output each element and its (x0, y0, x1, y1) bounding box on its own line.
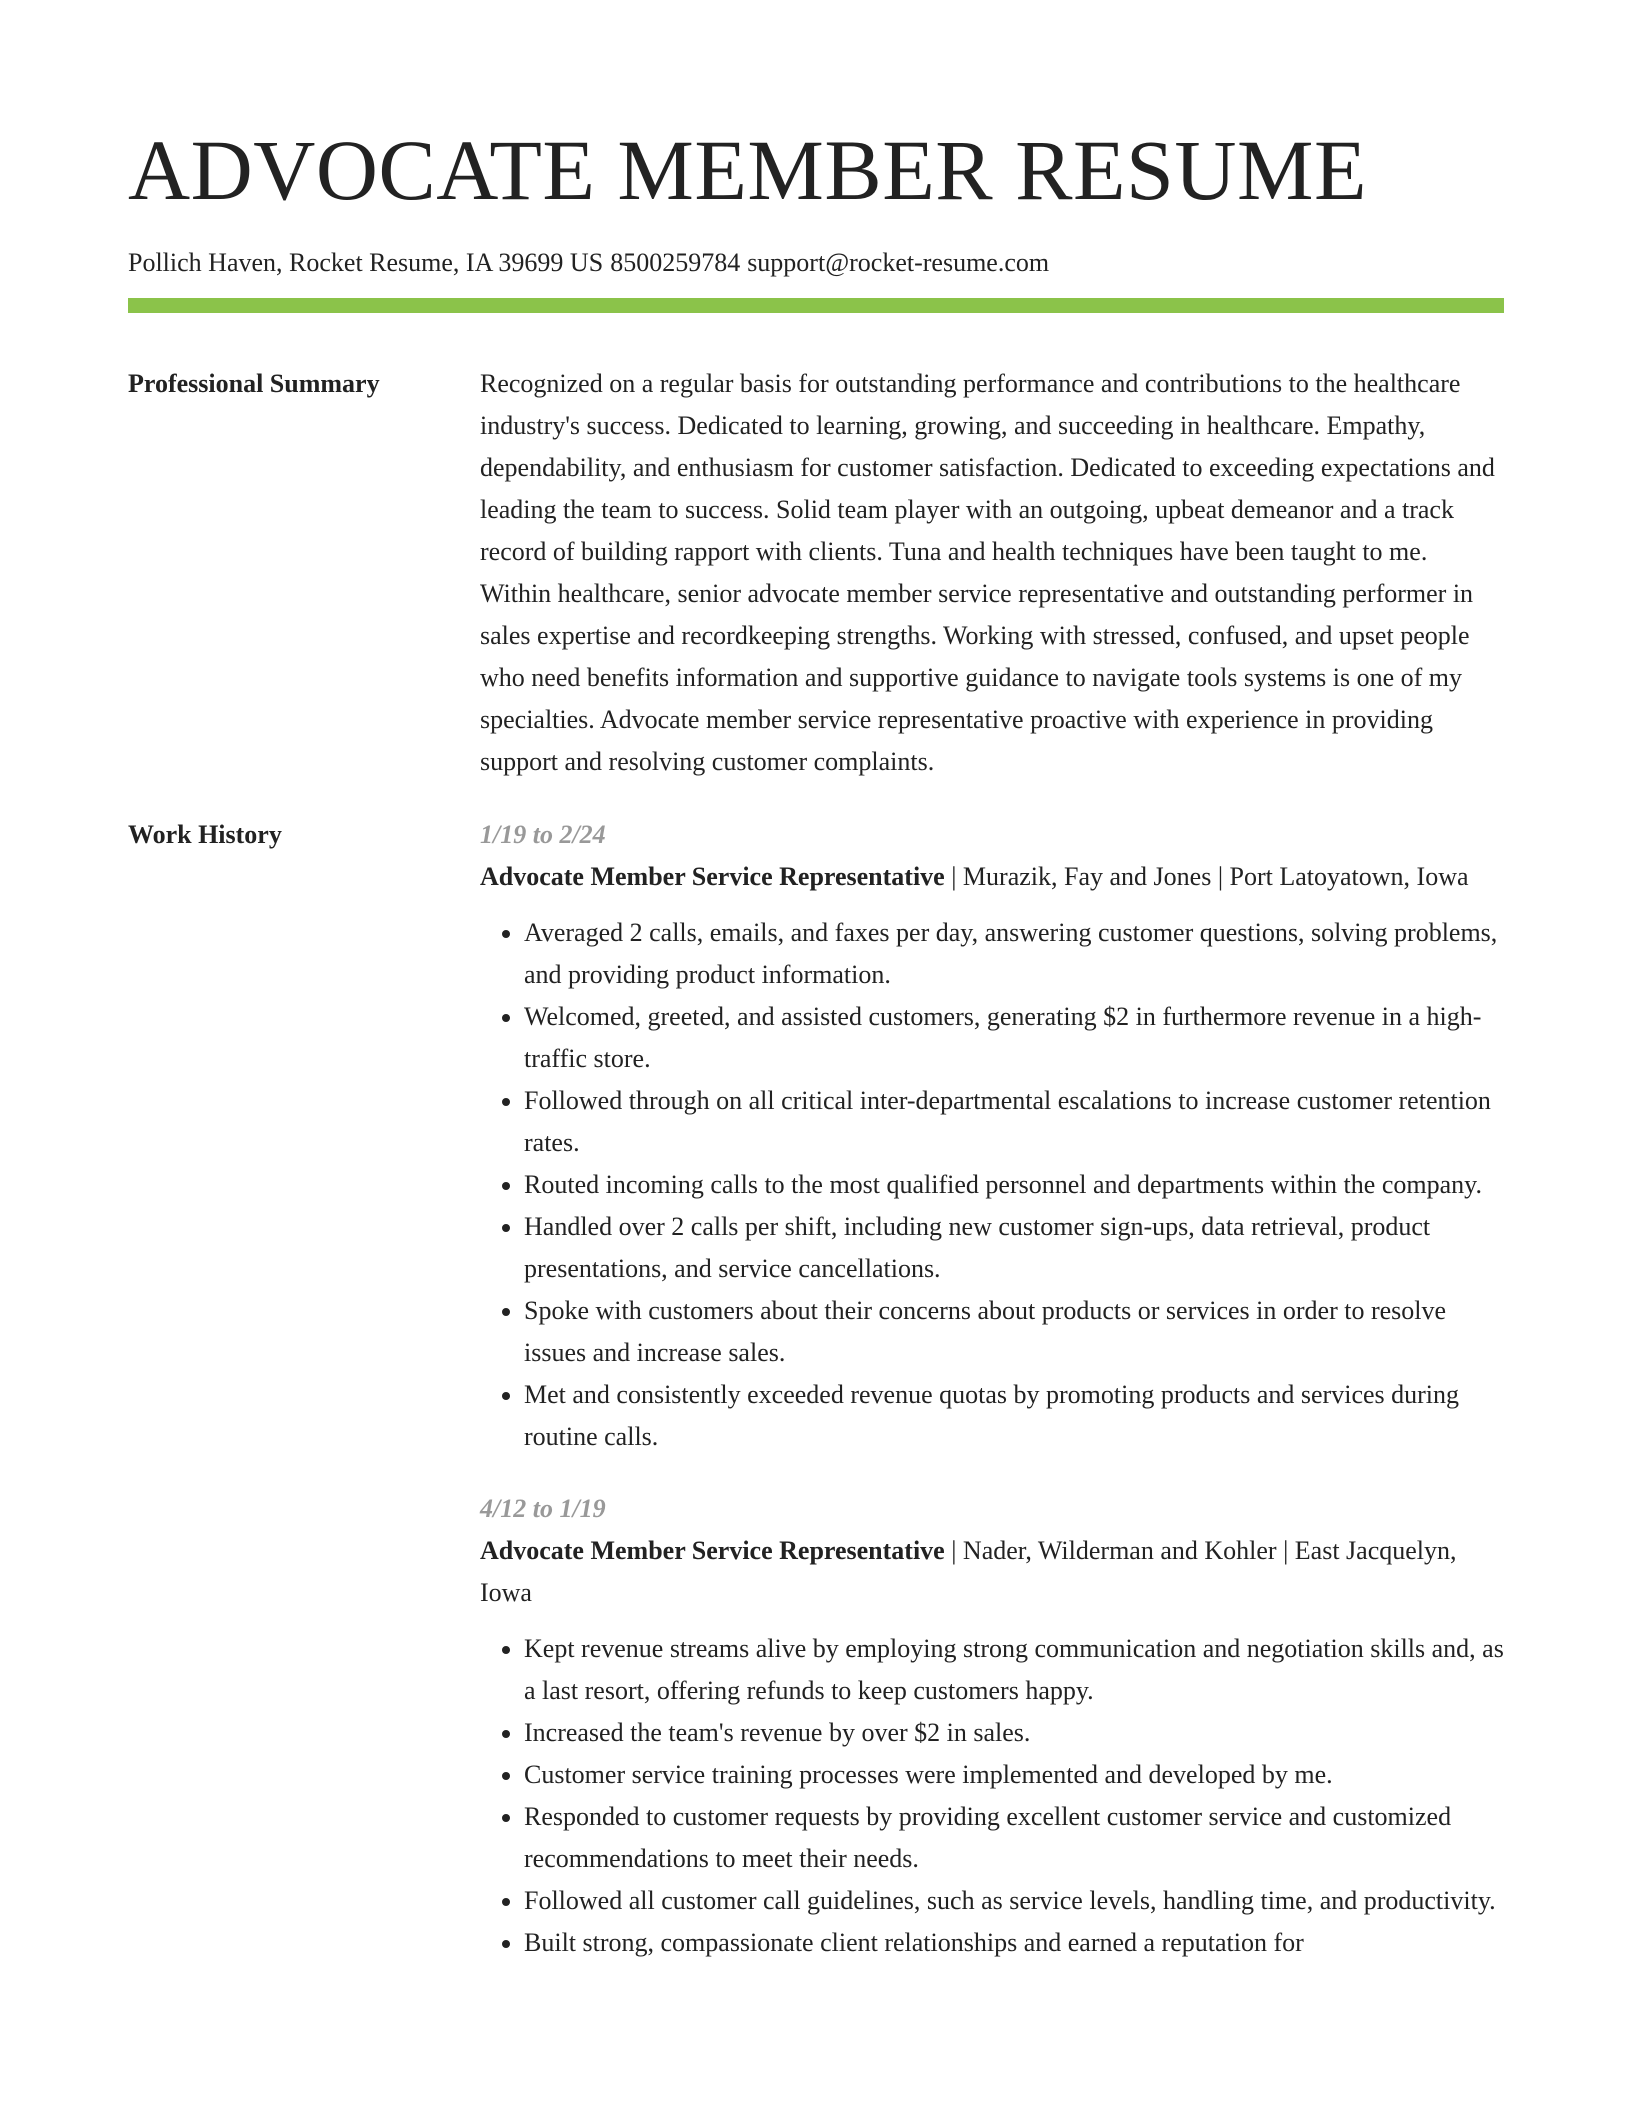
job-bullet: • Spoke with customers about their concerns about products or services in order to resolve issues and increase sales. (524, 1290, 1504, 1374)
job-bullet: • Followed through on all critical inter-departmental escalations to increase customer retention rates. (524, 1080, 1504, 1164)
job-bullet: • Met and consistently exceeded revenue quotas by promoting products and services during routine calls. (524, 1374, 1504, 1458)
job-title: Advocate Member Service Representative (480, 862, 945, 891)
professional-summary-section (128, 363, 1504, 783)
job-heading (480, 856, 1504, 898)
job-bullet: • Routed incoming calls to the most qualified personnel and departments within the company. (524, 1164, 1504, 1206)
job-bullet-list (480, 912, 1504, 1458)
job-bullet: • Followed all customer call guidelines, such as service levels, handling time, and productivity. (524, 1880, 1504, 1922)
resume-title: ADVOCATE MEMBER RESUME (128, 122, 1367, 218)
job-entry (480, 814, 1504, 1458)
section-body (480, 363, 1504, 783)
contact-email: support@rocket-resume.com (747, 248, 1050, 277)
job-title: Advocate Member Service Representative (480, 1536, 945, 1565)
job-bullet: • Increased the team's revenue by over $2 in sales. (524, 1712, 1504, 1754)
section-body (480, 814, 1504, 1964)
job-bullet-list (480, 1628, 1504, 1964)
job-bullet: • Customer service training processes were implemented and developed by me. (524, 1754, 1504, 1796)
summary-text: Recognized on a regular basis for outstanding performance and contributions to the healthcare industry's success. Dedicated to learning, growing, and succeeding in healthcare. Empathy, dependability, and enthusiasm for customer satisfaction. Dedicated to exceeding expectations and leading the team to success. Solid team player with an outgoing, upbeat demeanor and a track record of building rapport with clients. Tuna and health techniques have been taught to me. Within healthcare, senior advocate member service representative and outstanding performer in sales expertise and recordkeeping strengths. Working with stressed, confused, and upset people who need benefits information and supportive guidance to navigate tools systems is one of my specialties. Advocate member service representative proactive with experience in providing support and resolving customer complaints. (480, 369, 1495, 776)
job-dates: 1/19 to 2/24 (480, 820, 606, 849)
contact-line (128, 246, 1504, 280)
contact-address: Pollich Haven, Rocket Resume, IA 39699 US (128, 248, 604, 277)
work-history-section (128, 814, 1504, 1964)
job-bullet: • Averaged 2 calls, emails, and faxes per day, answering customer questions, solving problems, and providing product information. (524, 912, 1504, 996)
section-label: Professional Summary (128, 369, 380, 398)
job-dates: 4/12 to 1/19 (480, 1494, 606, 1523)
job-company-location: | Murazik, Fay and Jones | Port Latoyatown, Iowa (944, 862, 1469, 891)
job-bullet: • Responded to customer requests by providing excellent customer service and customized recommendations to meet their needs. (524, 1796, 1504, 1880)
job-company-location: | Nader, Wilderman and Kohler | East Jacquelyn, Iowa (480, 1536, 1457, 1607)
job-bullet: • Built strong, compassionate client relationships and earned a reputation for (524, 1922, 1504, 1964)
section-label: Work History (128, 820, 282, 849)
job-bullet: • Welcomed, greeted, and assisted customers, generating $2 in furthermore revenue in a high-traffic store. (524, 996, 1504, 1080)
resume-page (128, 0, 1504, 1964)
job-entry (480, 1488, 1504, 1964)
job-bullet: • Handled over 2 calls per shift, including new customer sign-ups, data retrieval, product presentations, and service cancellations. (524, 1206, 1504, 1290)
header-divider (128, 298, 1504, 313)
job-bullet: • Kept revenue streams alive by employing strong communication and negotiation skills and, as a last resort, offering refunds to keep customers happy. (524, 1628, 1504, 1712)
contact-phone: 8500259784 (610, 248, 741, 277)
job-heading (480, 1530, 1504, 1614)
